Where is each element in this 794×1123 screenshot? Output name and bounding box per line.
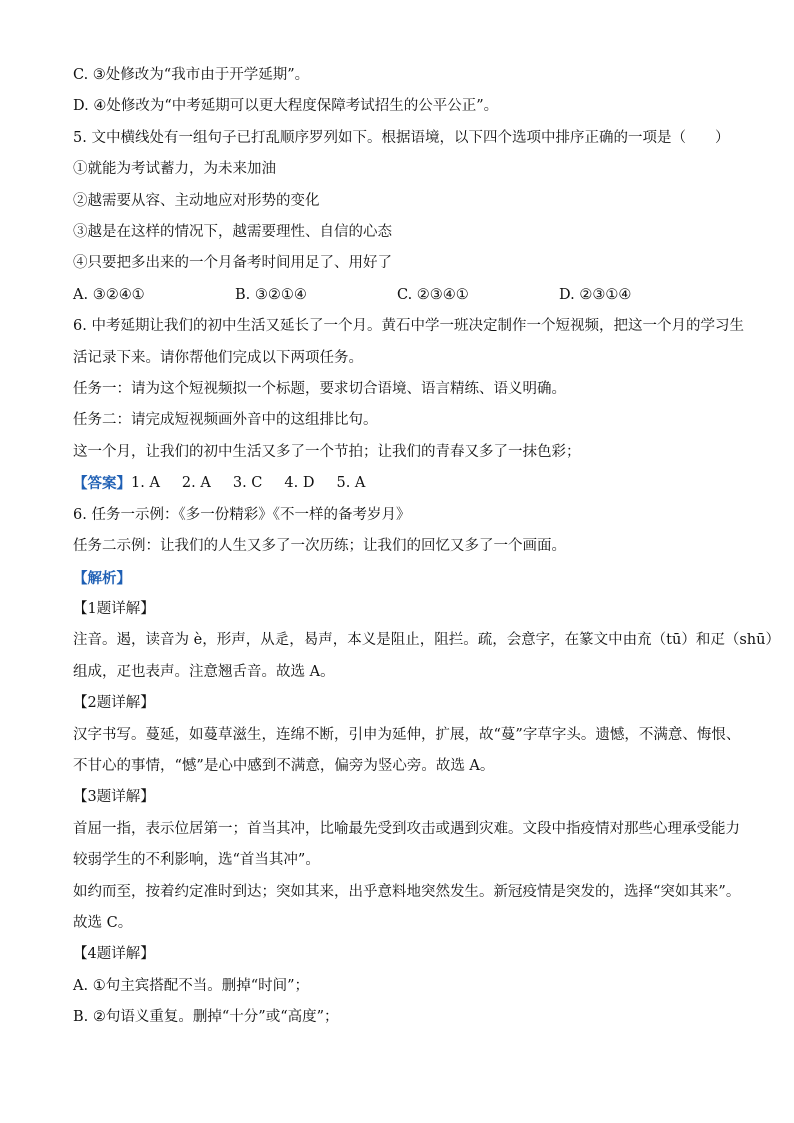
answer-item: 1. A [131, 475, 160, 492]
q2-detail-heading: 【2题详解】 [73, 695, 155, 712]
answer-line [73, 468, 733, 499]
sentence-1: ①就能为考试蓄力，为未来加油 [73, 161, 276, 178]
choice-c: C. ②③④① [397, 286, 469, 303]
question-5-choices [73, 280, 733, 311]
answer-item: 4. D [284, 475, 315, 492]
question-6-stem: 6. 中考延期让我们的初中生活又延长了一个月。黄石中学一班决定制作一个短视频，把这一个月的学习生 [73, 318, 744, 335]
choice-b: B. ③②①④ [235, 286, 307, 303]
q4-detail-b: B. ②句语义重复。删掉“十分”或“高度”； [73, 1009, 339, 1026]
sentence-3: ③越是在这样的情况下，越需要理性、自信的心态 [73, 224, 392, 241]
q1-detail-heading: 【1题详解】 [73, 600, 155, 617]
answer-item: 5. A [336, 475, 366, 492]
q2-detail-text-cont: 不甘心的事情，“憾”是心中感到不满意，偏旁为竖心旁。故选 A。 [73, 757, 495, 774]
q4-detail-heading: 【4题详解】 [73, 946, 155, 963]
answer-tag: 【答案】 [73, 475, 131, 493]
answer-item: 3. C [232, 475, 263, 492]
option-c-text: C. ③处修改为“我市由于开学延期”。 [73, 67, 310, 83]
q4-detail-a: A. ①句主宾搭配不当。删掉“时间”； [73, 977, 310, 994]
answer-6-task-1: 6. 任务一示例：《多一份精彩》《不一样的备考岁月》 [73, 506, 411, 523]
task-2: 任务二：请完成短视频画外音中的这组排比句。 [73, 412, 378, 429]
answer-6-task-2: 任务二示例：让我们的人生又多了一次历练；让我们的回忆又多了一个画面。 [73, 538, 566, 555]
parallel-sentence: 这一个月，让我们的初中生活又多了一个节拍；让我们的青春又多了一抹色彩； [73, 443, 581, 460]
q3-detail-text-cont: 较弱学生的不利影响，选“首当其冲”。 [73, 852, 320, 869]
q3-detail-conclusion: 故选 C。 [73, 914, 133, 931]
answer-item: 2. A [181, 475, 211, 492]
q3-detail-text: 首屈一指，表示位居第一；首当其冲，比喻最先受到攻击或遇到灾难。文段中指疫情对那些心理承受能力 [73, 820, 740, 837]
q2-detail-text: 汉字书写。蔓延，如蔓草滋生，连绵不断，引申为延伸，扩展，故“蔓”字草字头。遗憾，不满意、悔恨、 [73, 726, 741, 743]
option-d-text: D. ④处修改为“中考延期可以更大程度保障考试招生的公平公正”。 [73, 98, 499, 115]
q3-detail-text-2: 如约而至，按着约定准时到达；突如其来，出乎意料地突然发生。新冠疫情是突发的，选择“突如其来”。 [73, 883, 741, 900]
analysis-tag: 【解析】 [73, 569, 131, 587]
q1-detail-text: 注音。遏，读音为 è，形声，从辵，曷声，本义是阻止，阻拦。疏，会意字，在篆文中由㐬（tū）和疋（shū） [73, 632, 780, 649]
sentence-4: ④只要把多出来的一个月备考时间用足了、用好了 [73, 255, 392, 272]
q1-detail-text-cont: 组成，疋也表声。注意翘舌音。故选 A。 [73, 663, 335, 680]
task-1: 任务一：请为这个短视频拟一个标题，要求切合语境、语言精练、语义明确。 [73, 381, 566, 398]
sentence-2: ②越需要从容、主动地应对形势的变化 [73, 192, 320, 209]
question-6-stem-cont: 活记录下来。请你帮他们完成以下两项任务。 [73, 349, 363, 366]
choice-a: A. ③②④① [73, 286, 145, 303]
question-5-stem: 5. 文中横线处有一组句子已打乱顺序罗列如下。根据语境，以下四个选项中排序正确的一项是（ ） [73, 129, 730, 146]
document-page [73, 60, 780, 1034]
q3-detail-heading: 【3题详解】 [73, 789, 155, 806]
choice-d: D. ②③①④ [559, 286, 632, 303]
